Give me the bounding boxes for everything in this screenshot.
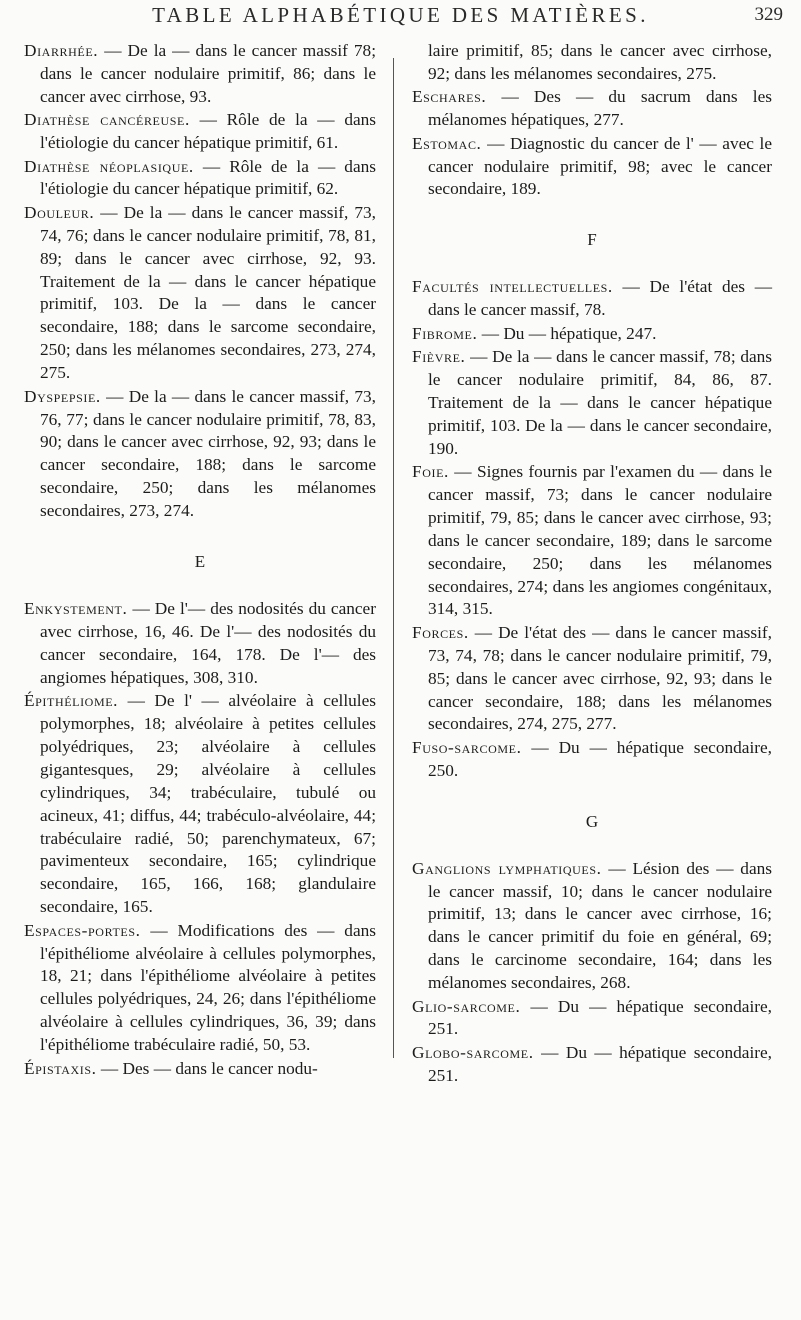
index-entry: [24, 598, 376, 690]
entry-heading: Douleur.: [24, 202, 95, 222]
section-letter: E: [194, 552, 206, 572]
page-number: 329: [754, 4, 783, 25]
index-entry: [24, 690, 376, 919]
column-divider: [393, 58, 394, 1058]
entry-heading: Dyspepsie.: [24, 386, 101, 406]
index-entry: [412, 276, 772, 322]
entry-heading: Ganglions lymphatiques.: [412, 858, 602, 878]
index-entry-continued: laire primitif, 85; dans le cancer avec cirrhose, 92; dans les mélanomes secondaires, 275.: [428, 41, 772, 83]
entry-text: — Des — du sacrum dans les mélanomes hépatiques, 277.: [428, 87, 772, 130]
entry-heading: Forces.: [412, 622, 469, 642]
entry-text: — Modifications des — dans l'épithéliome alvéolaire à cellules polymorphes, 18, 21; dans l'épithéliome alvéolaire à petites cellules polyédriques, 24, 26; dans l'épithéliome alvéolaire à cellules cylindriques, 36, 39; dans l'épithéliome trabéculaire radié, 50, 53.: [40, 920, 376, 1055]
entry-text: — Lésion des — dans le cancer massif, 10; dans le cancer nodulaire primitif, 13; dans le cancer avec cirrhose, 16; dans le cancer primitif du foie en général, 69; dans le carcinome secondaire, 164; dans les mélanomes secondaires, 268.: [428, 858, 772, 993]
entry-text: — De l' — alvéolaire à cellules polymorphes, 18; alvéolaire à petites cellules polyédriques, 23; alvéolaire à cellules gigantesques, 29; alvéolaire à cellules cylindriques, 34; trabéculaire, tubulé ou acineux, 41; diffus, 44; trabéculo-alvéolaire, 44; trabéculaire radié, 50; parenchymateux, 67; pavimenteux secondaire, 165; cylindrique secondaire, 165, 166, 168; glandulaire secondaire, 165.: [40, 691, 376, 917]
entry-heading: Glio-sarcome.: [412, 996, 521, 1016]
page-header: [0, 3, 801, 31]
entry-heading: Globo-sarcome.: [412, 1042, 534, 1062]
entry-text: — Du — hépatique secondaire, 251.: [428, 1042, 772, 1085]
entry-text: — Signes fournis par l'examen du — dans le cancer massif, 73; dans le cancer nodulaire primitif, 79, 85; dans le cancer avec cirrhose, 93; dans le cancer secondaire, 189; dans le sarcome secondaire, 250; dans les mélanomes secondaires, 274; dans les angiomes congénitaux, 314, 315.: [428, 462, 772, 619]
entry-text: — Des — dans le cancer nodu-: [96, 1058, 318, 1078]
entry-heading: Épithéliome.: [24, 691, 119, 711]
index-entry: [24, 1058, 376, 1081]
entry-text: — Rôle de la — dans l'étiologie du cancer hépatique primitif, 62.: [40, 156, 376, 199]
entry-text: — De la — dans le cancer massif, 73, 76, 77; dans le cancer nodulaire primitif, 78, 83, 90; dans le cancer avec cirrhose, 92, 93; dans le cancer secondaire, 188; dans le sarcome secondaire, 250; dans les mélanomes secondaires, 273, 274.: [40, 386, 376, 521]
entry-heading: Espaces-portes.: [24, 920, 141, 940]
entry-text: — Du — hépatique secondaire, 251.: [428, 996, 772, 1039]
index-entry: [412, 323, 772, 346]
entry-heading: Fibrome.: [412, 323, 478, 343]
running-title: TABLE ALPHABÉTIQUE DES MATIÈRES.: [152, 3, 649, 27]
index-entry: [412, 133, 772, 202]
index-entry: [24, 109, 376, 155]
entry-text: — De l'état des — dans le cancer massif, 73, 74, 78; dans le cancer nodulaire primitif, 79, 85; dans le cancer avec cirrhose, 92, 93; dans le cancer secondaire, 188; dans les mélanomes secondaires, 274, 275, 277.: [428, 622, 772, 734]
entry-text: — De l'état des — dans le cancer massif, 78.: [428, 277, 772, 320]
section-letter: F: [587, 230, 597, 250]
right-column: [412, 40, 772, 1088]
entry-text: — De la — dans le cancer massif 78; dans le cancer nodulaire primitif, 86; dans le cancer avec cirrhose, 93.: [40, 41, 376, 106]
entry-heading: Diathèse néoplasique.: [24, 156, 194, 176]
entry-text: — Du — hépatique secondaire, 250.: [428, 737, 772, 780]
index-entry: [24, 920, 376, 1057]
entry-heading: Fuso-sarcome.: [412, 737, 522, 757]
entry-text: — Du — hépatique, 247.: [477, 323, 657, 343]
index-entry: [412, 86, 772, 132]
entry-heading: Foie.: [412, 462, 449, 481]
entry-text: — De la — dans le cancer massif, 73, 74, 76; dans le cancer nodulaire primitif, 78, 81, 89; dans le cancer avec cirrhose, 92, 93. Traitement de la — dans le cancer hépatique primitif, 103. De la — dans le cancer secondaire, 188; dans le sarcome secondaire, 250; dans les mélanomes secondaires, 273, 274, 275.: [40, 202, 376, 383]
entry-heading: Épistaxis.: [24, 1058, 97, 1078]
index-entry: [24, 386, 376, 523]
entry-heading: Facultés intellectuelles.: [412, 277, 613, 297]
entry-heading: Diathèse cancéreuse.: [24, 110, 190, 130]
left-column: [24, 40, 376, 1081]
index-entry: [412, 622, 772, 737]
section-letter: G: [585, 811, 599, 831]
index-entry: [412, 461, 772, 621]
entry-text: — Rôle de la — dans l'étiologie du cancer hépatique primitif, 61.: [40, 110, 376, 153]
entry-heading: Diarrhée.: [24, 41, 99, 60]
entry-text: — Diagnostic du cancer de l' — avec le cancer nodulaire primitif, 98; avec le cancer secondaire, 189.: [428, 133, 772, 199]
entry-heading: Estomac.: [412, 133, 482, 153]
index-entry: [24, 40, 376, 109]
entry-text: — De la — dans le cancer massif, 78; dans le cancer nodulaire primitif, 84, 86, 87. Traitement de la — dans le cancer hépatique primitif, 103. De la — dans le cancer secondaire, 190.: [428, 346, 772, 458]
index-entry: [412, 1042, 772, 1088]
entry-heading: Fièvre.: [412, 346, 466, 366]
index-entry: [412, 737, 772, 783]
entry-text: — De l'— des nodosités du cancer avec cirrhose, 16, 46. De l'— des nodosités du cancer secondaire, 164, 178. De l'— des angiomes hépatiques, 308, 310.: [40, 598, 376, 687]
entry-heading: Eschares.: [412, 87, 487, 107]
index-entry: [24, 202, 376, 385]
index-entry: [412, 346, 772, 461]
index-entry: [412, 996, 772, 1042]
index-entry: [412, 858, 772, 995]
entry-heading: Enkystement.: [24, 598, 128, 618]
index-entry: [24, 156, 376, 202]
